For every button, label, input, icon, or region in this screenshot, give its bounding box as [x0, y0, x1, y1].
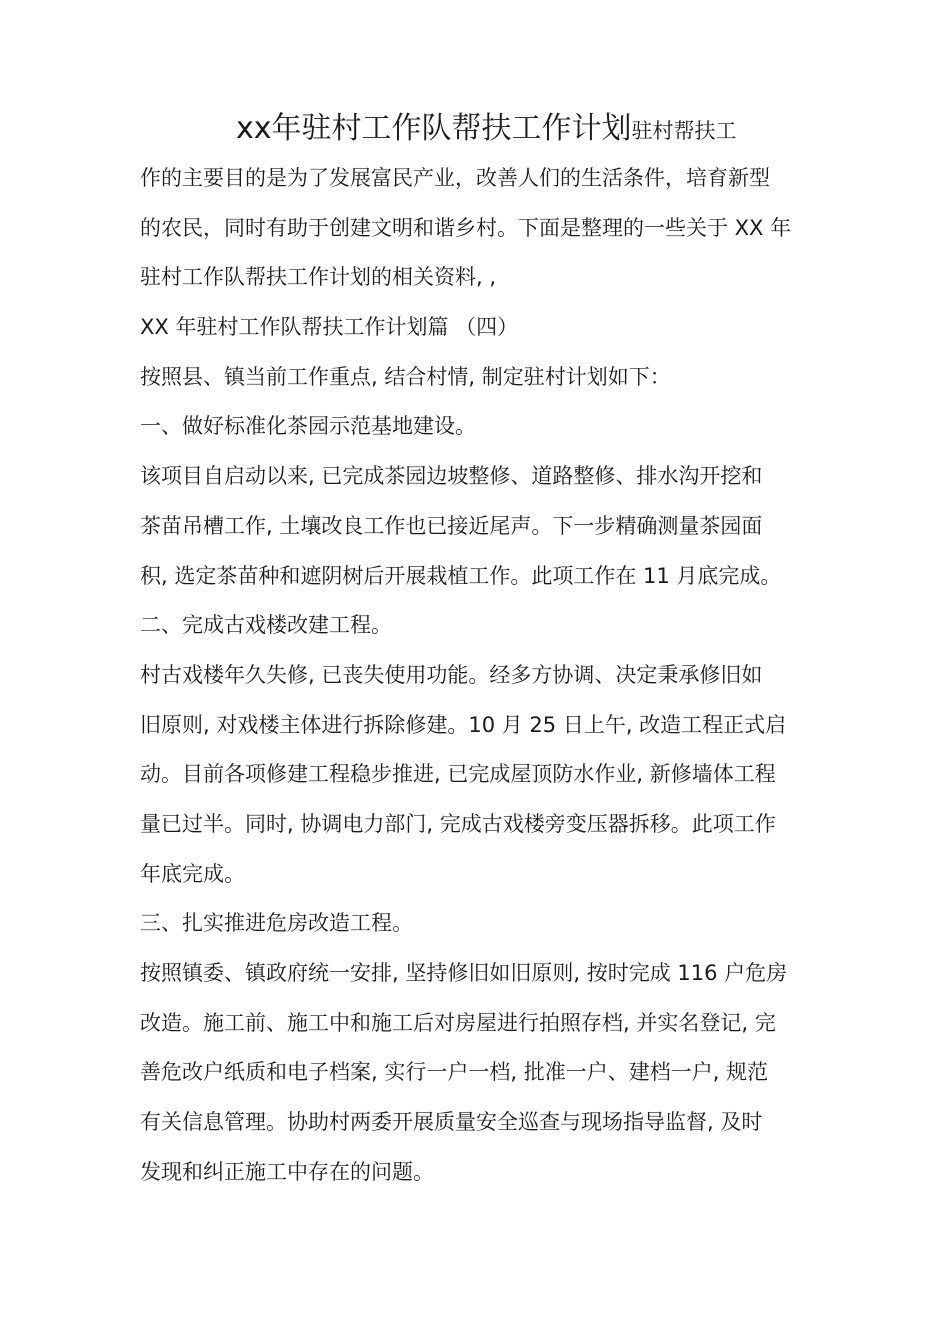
- text-line: 积, 选定茶苗种和遮阴树后开展栽植工作。此项工作在 11 月底完成。: [140, 563, 782, 588]
- section-heading: 一、做好标准化茶园示范基地建设。: [140, 414, 476, 439]
- text-line: 按照镇委、镇政府统一安排, 坚持修旧如旧原则, 按时完成 116 户危房: [140, 961, 788, 985]
- text-line: 作的主要目的是为了发展富民产业，改善人们的生活条件，培育新型: [140, 166, 770, 190]
- text-line: 该项目自启动以来, 已完成茶园边坡整修、道路整修、排水沟开挖和: [140, 464, 763, 489]
- text-line: 量已过半。同时, 协调电力部门, 完成古戏楼旁变压器拆移。此项工作: [140, 811, 776, 836]
- text-line: 驻村工作队帮扶工作计划的相关资料, ,: [140, 265, 497, 290]
- text-line: 村古戏楼年久失修, 已丧失使用功能。经多方协调、决定秉承修旧如: [140, 662, 763, 687]
- title-line: [140, 104, 830, 154]
- text-line: 的农民，同时有助于创建文明和谐乡村。下面是整理的一些关于 XX 年: [140, 215, 792, 240]
- title-continuation: 驻村帮扶工: [631, 119, 737, 143]
- section-heading: 二、完成古戏楼改建工程。: [140, 613, 392, 638]
- body-text: [140, 154, 830, 1197]
- text-line: 按照县、镇当前工作重点, 结合村情, 制定驻村计划如下：: [140, 364, 671, 389]
- text-line: 旧原则, 对戏楼主体进行拆除修建。10 月 25 日上午, 改造工程正式启: [140, 712, 787, 737]
- text-line: 年底完成。: [140, 861, 245, 886]
- text-line: 改造。施工前、施工中和施工后对房屋进行拍照存档, 并实名登记, 完: [140, 1010, 776, 1035]
- text-line: 茶苗吊槽工作, 土壤改良工作也已接近尾声。下一步精确测量茶园面: [140, 513, 763, 538]
- document-body: [140, 104, 830, 1197]
- text-line: 动。目前各项修建工程稳步推进, 已完成屋顶防水作业, 新修墙体工程: [140, 762, 776, 787]
- document-title: xx年驻村工作队帮扶工作计划: [236, 111, 632, 146]
- section-heading: 三、扎实推进危房改造工程。: [140, 911, 413, 936]
- text-line: 发现和纠正施工中存在的问题。: [140, 1159, 434, 1184]
- text-line: 有关信息管理。协助村两委开展质量安全巡查与现场指导监督, 及时: [140, 1110, 763, 1135]
- text-line: 善危改户纸质和电子档案, 实行一户一档, 批准一户、建档一户, 规范: [140, 1060, 769, 1085]
- section-heading: XX 年驻村工作队帮扶工作计划篇 （四）: [140, 315, 519, 340]
